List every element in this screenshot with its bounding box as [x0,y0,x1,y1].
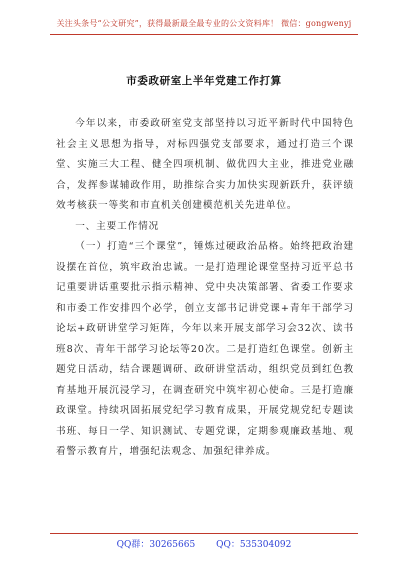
document-body [56,114,354,463]
section-heading-main-work: 一、主要工作情况 [75,220,160,232]
top-divider [50,34,358,35]
top-promo-banner: 关注头条号“公文研究”，获得最新最全最专业的公文资料库！ 微信：gongwenyj [56,19,352,28]
intro-paragraph: 今年以来，市委政研室党支部坚持以习近平新时代中国特色社会主义思想为指导，对标四强党支部要求，通过打造三个课堂、实施三大工程、健全四项机制、做优四大主业，推进党业融合，发挥参谋辅政作用，助推综合实力加快实现新跃升，获评绩效考核获一等奖和市直机关创建模范机关先进单位。 [56,118,354,211]
footer-divider [50,533,358,534]
document-title: 市委政研室上半年党建工作打算 [126,75,282,87]
footer-qq-number: QQ：535304092 [216,540,292,550]
footer-qq-group: QQ群：30265665 [116,540,196,550]
subsection-three-classrooms: （一）打造“三个课堂”，锤炼过硬政治品格。始终把政治建设摆在首位，筑牢政治忠诚。一是打造理论课堂坚持习近平总书记重要讲话重要批示指示精神、党中央决策部署、省委工作要求和市委工作安排四个必学，创立支部书记讲党课+青年干部学习论坛+政研讲堂学习矩阵，今年以来开展支部学习会32次、读书班8次、青年干部学习论坛等20次。二是打造红色课堂。创新主题党日活动，结合课题调研、政研讲堂活动，组织党员到红色教育基地开展沉浸学习，在调查研究中筑牢初心使命。三是打造廉政课堂。持续巩固拓展党纪学习教育成果，开展党规党纪专题读书班、每日一学、知识测试、专题党课，定期参观廉政基地、观看警示教育片，增强纪法观念、加强纪律养成。 [56,241,354,457]
footer-contact [0,537,408,550]
